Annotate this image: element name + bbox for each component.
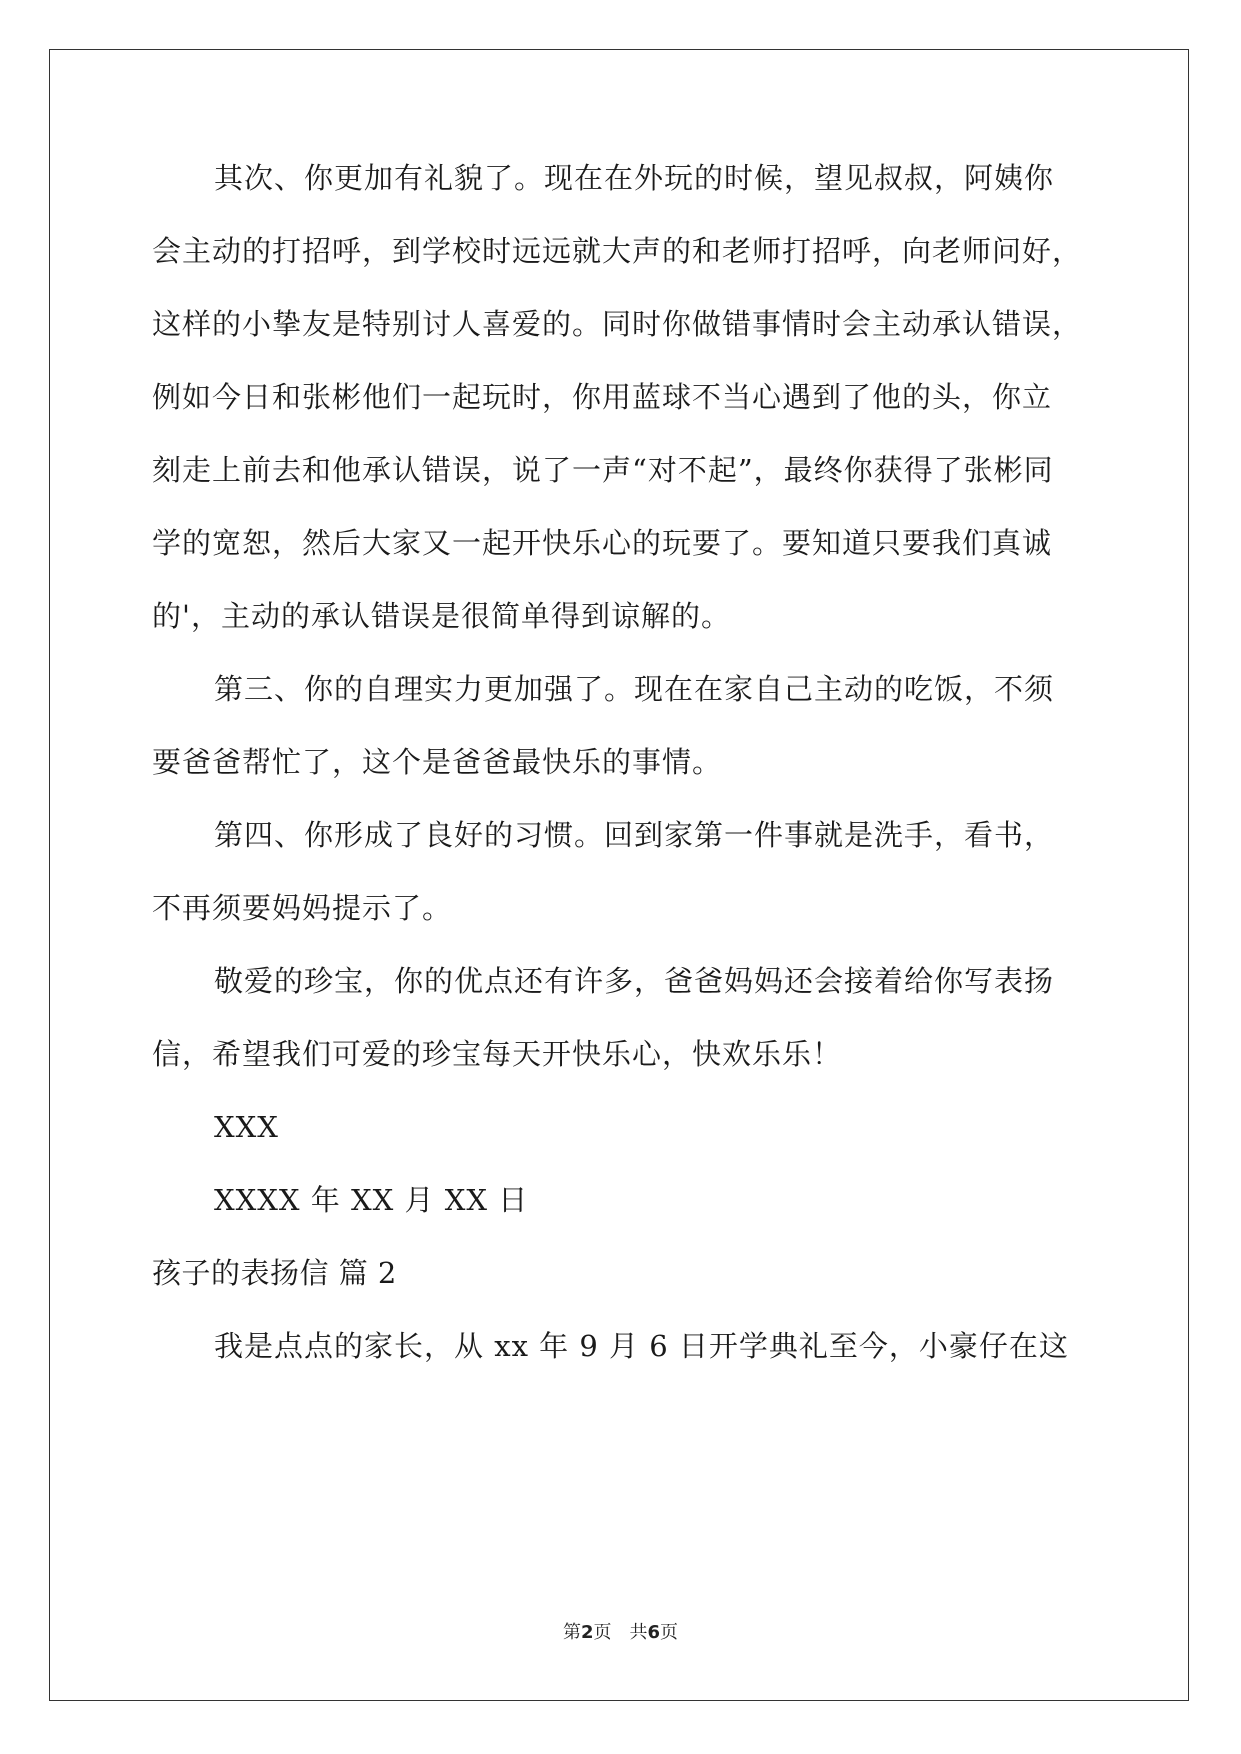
- paragraph-line: 信，希望我们可爱的珍宝每天开快乐心，快欢乐乐！: [152, 1037, 843, 1071]
- paragraph-line: 的'，主动的承认错误是很简单得到谅解的。: [152, 599, 731, 633]
- page-current: 2: [580, 1622, 594, 1643]
- signature-name: XXX: [214, 1110, 279, 1144]
- paragraph-line: 第三、你的自理实力更加强了。现在在家自己主动的吃饭，不须: [214, 672, 1055, 706]
- page-suffix: 页: [660, 1622, 679, 1643]
- paragraph-line: 第四、你形成了良好的习惯。回到家第一件事就是洗手，看书，: [214, 818, 1055, 852]
- page-footer: [0, 1621, 1241, 1645]
- page-total: 6: [647, 1622, 661, 1643]
- paragraph-line: 会主动的打招呼，到学校时远远就大声的和老师打招呼，向老师问好，: [152, 234, 1083, 268]
- signature-date: XXXX 年 XX 月 XX 日: [214, 1183, 529, 1217]
- paragraph-line: 敬爱的珍宝，你的优点还有许多，爸爸妈妈还会接着给你写表扬: [214, 964, 1055, 998]
- paragraph-line: 要爸爸帮忙了，这个是爸爸最快乐的事情。: [152, 745, 723, 779]
- paragraph-line: 我是点点的家长，从 xx 年 9 月 6 日开学典礼至今，小豪仔在这: [214, 1329, 1069, 1363]
- page-mid: 页 共: [593, 1622, 648, 1643]
- paragraph-line: 其次、你更加有礼貌了。现在在外玩的时候，望见叔叔，阿姨你: [214, 161, 1055, 195]
- paragraph-line: 学的宽恕，然后大家又一起开快乐心的玩要了。要知道只要我们真诚: [152, 526, 1053, 560]
- page-prefix: 第: [562, 1622, 581, 1643]
- section-heading: 孩子的表扬信 篇 2: [152, 1256, 397, 1290]
- page-border: [49, 49, 1189, 1701]
- paragraph-line: 刻走上前去和他承认错误，说了一声“对不起”，最终你获得了张彬同: [152, 453, 1054, 487]
- paragraph-line: 不再须要妈妈提示了。: [152, 891, 453, 925]
- paragraph-line: 这样的小挚友是特别讨人喜爱的。同时你做错事情时会主动承认错误，: [152, 307, 1083, 341]
- paragraph-line: 例如今日和张彬他们一起玩时，你用蓝球不当心遇到了他的头，你立: [152, 380, 1053, 414]
